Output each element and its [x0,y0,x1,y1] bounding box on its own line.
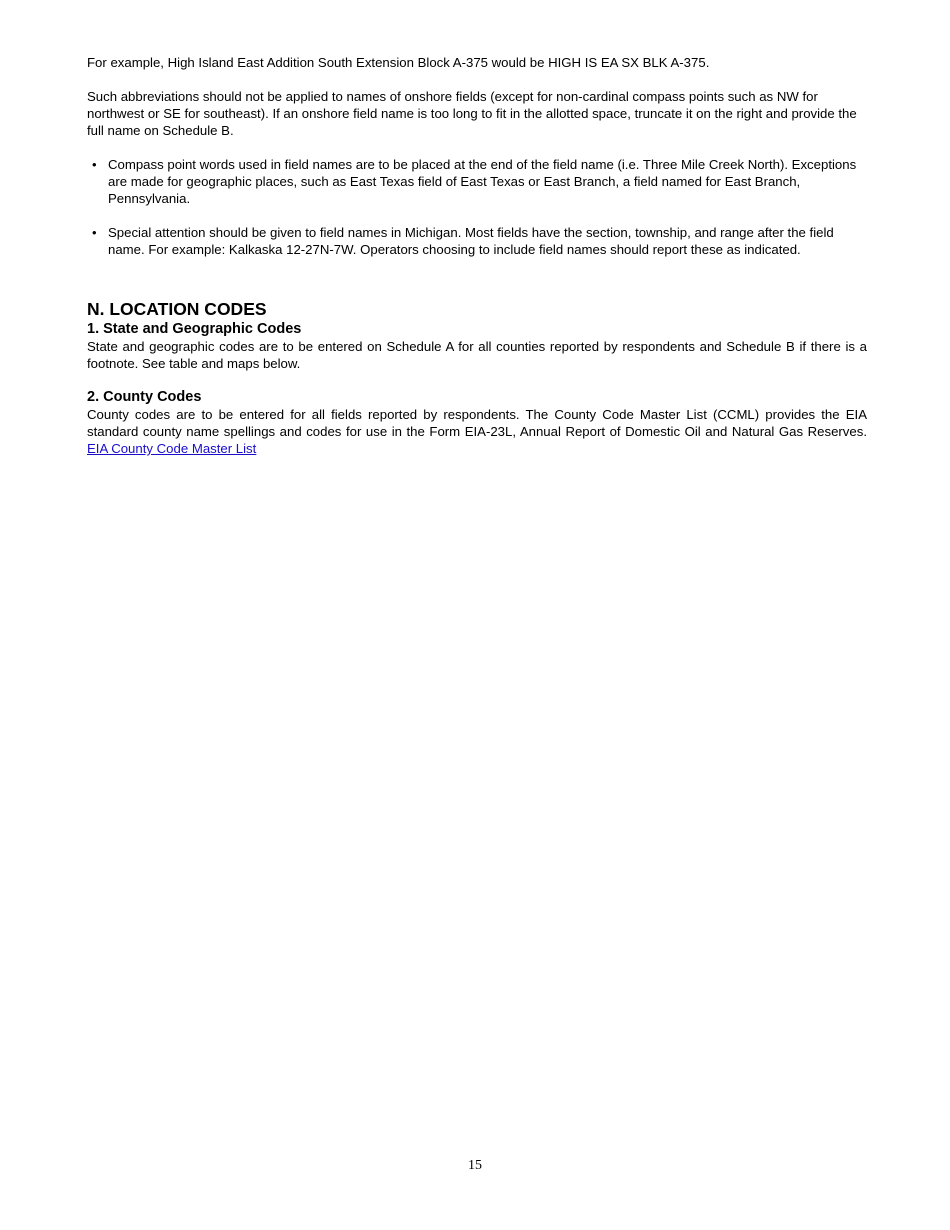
state-codes-paragraph: State and geographic codes are to be entered on Schedule A for all counties reported by respondents and Schedule B if there is a footnote. See table and maps below. [87,339,867,371]
section-title: N. LOCATION CODES [87,299,267,319]
field-name-rules-list [87,156,867,258]
subsection-heading-county-codes: 2. County Codes [87,389,202,405]
list-item-text: Compass point words used in field names are to be placed at the end of the field name (i.e. Three Mile Creek North). Exceptions are made for geographic places, such as East Texas field of East Texas or East Branch, a field named for East Branch, Pennsylvania. [108,157,857,206]
list-item-text: Special attention should be given to field names in Michigan. Most fields have the section, township, and range after the field name. For example: Kalkaska 12-27N-7W. Operators choosing to include field names should report these as indicated. [108,225,834,257]
bullet-icon: • [92,225,97,240]
page-number: 15 [468,1158,482,1173]
example-paragraph: For example, High Island East Addition South Extension Block A-375 would be HIGH IS EA SX BLK A-375. [87,55,710,70]
document-body [87,54,867,457]
subsection-heading-state-codes: 1. State and Geographic Codes [87,321,302,337]
list-item [87,224,867,258]
county-codes-text: County codes are to be entered for all fields reported by respondents. The County Code Master List (CCML) provides the EIA standard county name spellings and codes for use in the Form EIA-23L, Annual Report of Domestic Oil and Natural Gas Reserves. [87,407,867,439]
list-item [87,156,867,207]
county-code-master-list-link[interactable]: EIA County Code Master List [87,441,257,456]
county-codes-paragraph [87,406,867,457]
abbreviation-paragraph: Such abbreviations should not be applied to names of onshore fields (except for non-cardinal compass points such as NW for northwest or SE for southeast). If an onshore field name is too long to fit in the allotted space, truncate it on the right and provide the full name on Schedule B. [87,89,857,138]
bullet-icon: • [92,157,97,172]
